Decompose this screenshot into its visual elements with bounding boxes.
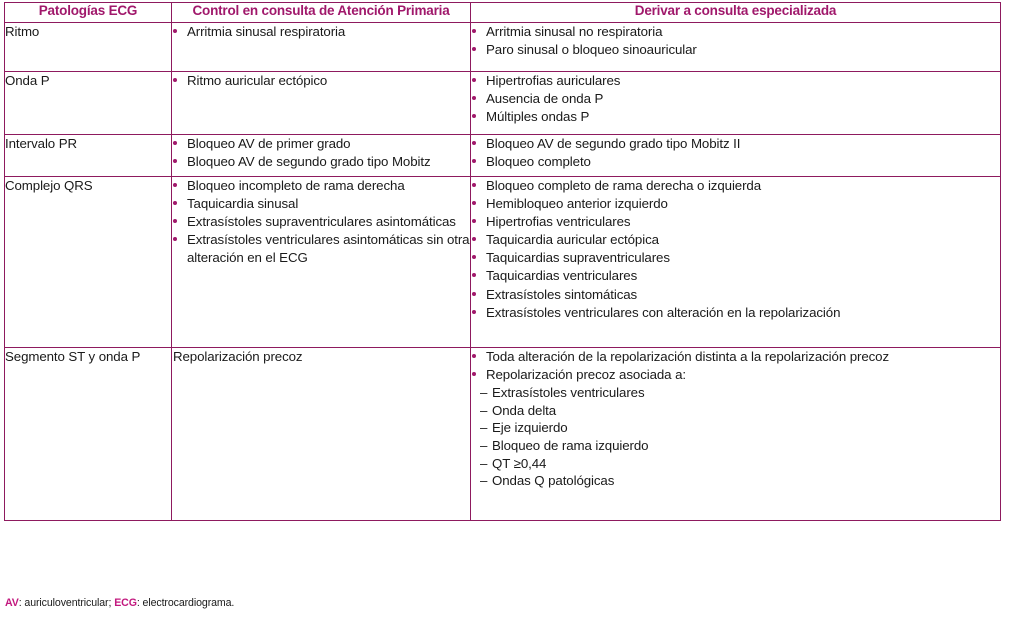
column-header-pathologies-label: Patologías ECG bbox=[38, 3, 138, 18]
list-item-text: Bloqueo AV de primer grado bbox=[187, 136, 351, 151]
specialized-list-segmento-st bbox=[471, 348, 1000, 384]
bullet-icon bbox=[173, 159, 177, 163]
sub-list-item-text: Ondas Q patológicas bbox=[492, 473, 615, 489]
dash-icon: – bbox=[480, 402, 488, 418]
sub-list-item-text: Bloqueo de rama izquierdo bbox=[492, 437, 649, 453]
specialized-cell-segmento-st bbox=[471, 348, 1001, 521]
bullet-icon bbox=[472, 29, 476, 33]
primary-care-cell-segmento-st bbox=[172, 348, 471, 521]
bullet-icon bbox=[472, 114, 476, 118]
bullet-icon bbox=[173, 219, 177, 223]
ecg-pathologies-table bbox=[4, 2, 1001, 521]
column-header-specialized-referral-label: Derivar a consulta especializada bbox=[634, 3, 837, 18]
list-item bbox=[471, 231, 1000, 249]
specialized-sublist-segmento-st bbox=[480, 384, 1000, 490]
list-item-text: Taquicardias supraventriculares bbox=[486, 250, 670, 266]
list-item bbox=[471, 195, 1000, 213]
specialized-sublist-wrapper bbox=[471, 384, 1000, 490]
list-item bbox=[471, 267, 1000, 285]
sub-list-item bbox=[480, 402, 1000, 420]
primary-care-cell-ritmo bbox=[172, 23, 471, 72]
footnote-abbr-av: AV bbox=[5, 597, 19, 609]
primary-care-list-onda-p bbox=[172, 72, 470, 90]
sub-list-item-text: Onda delta bbox=[492, 402, 557, 418]
primary-care-cell-intervalo-pr bbox=[172, 135, 471, 177]
footnote-text-av: : auriculoventricular; bbox=[18, 597, 115, 609]
list-item-text: Ritmo auricular ectópico bbox=[187, 73, 328, 88]
sub-list-item bbox=[480, 419, 1000, 437]
row-label-ritmo: Ritmo bbox=[5, 24, 40, 39]
row-label-onda-p: Onda P bbox=[5, 73, 50, 88]
list-item-text: Toda alteración de la repolarización distinta a la repolarización precoz bbox=[486, 349, 890, 364]
list-item-text: Taquicardia sinusal bbox=[187, 196, 299, 212]
row-label-cell-ritmo bbox=[5, 23, 172, 72]
specialized-cell-intervalo-pr bbox=[471, 135, 1001, 177]
specialized-list-onda-p bbox=[471, 72, 1000, 126]
list-item-text: Paro sinusal o bloqueo sinoauricular bbox=[486, 42, 697, 58]
list-item bbox=[471, 23, 1000, 41]
list-item-text: Arritmia sinusal respiratoria bbox=[187, 24, 346, 39]
sub-list-item bbox=[480, 472, 1000, 490]
primary-care-text-segmento-st: Repolarización precoz bbox=[173, 349, 303, 364]
list-item-text: Hemibloqueo anterior izquierdo bbox=[486, 196, 668, 212]
footnote-abbr-ecg: ECG bbox=[114, 597, 137, 609]
primary-care-list-ritmo bbox=[172, 23, 470, 41]
column-header-primary-care-label: Control en consulta de Atención Primaria bbox=[192, 3, 450, 18]
bullet-icon bbox=[472, 372, 476, 376]
list-item-text: Arritmia sinusal no respiratoria bbox=[486, 24, 663, 39]
list-item bbox=[172, 153, 470, 171]
list-item bbox=[172, 135, 470, 153]
specialized-cell-onda-p bbox=[471, 72, 1001, 135]
bullet-icon bbox=[472, 273, 476, 277]
sub-list-item-text: QT ≥0,44 bbox=[492, 455, 547, 471]
list-item bbox=[172, 213, 470, 231]
column-header-specialized-referral bbox=[471, 3, 1001, 23]
list-item-text: Taquicardias ventriculares bbox=[486, 268, 638, 284]
list-item bbox=[471, 249, 1000, 267]
list-item-text: Extrasístoles supraventriculares asintomáticas bbox=[187, 214, 456, 230]
list-item-text: Ausencia de onda P bbox=[486, 91, 604, 107]
row-label-cell-complejo-qrs bbox=[5, 177, 172, 348]
bullet-icon bbox=[173, 29, 177, 33]
table-header-row bbox=[5, 3, 1001, 23]
bullet-icon bbox=[472, 292, 476, 296]
row-label-cell-intervalo-pr bbox=[5, 135, 172, 177]
bullet-icon bbox=[472, 47, 476, 51]
bullet-icon bbox=[173, 78, 177, 82]
bullet-icon bbox=[472, 237, 476, 241]
list-item bbox=[471, 304, 1000, 322]
specialized-list-intervalo-pr bbox=[471, 135, 1000, 171]
bullet-icon bbox=[472, 201, 476, 205]
list-item bbox=[471, 213, 1000, 231]
dash-icon: – bbox=[480, 385, 488, 401]
list-item bbox=[471, 286, 1000, 304]
row-label-intervalo-pr: Intervalo PR bbox=[5, 136, 77, 151]
list-item-text: Bloqueo incompleto de rama derecha bbox=[187, 178, 405, 193]
dash-icon: – bbox=[480, 437, 488, 453]
specialized-cell-complejo-qrs bbox=[471, 177, 1001, 348]
dash-icon: – bbox=[480, 455, 488, 471]
list-item-text: Extrasístoles sintomáticas bbox=[486, 286, 638, 302]
footnote-text-ecg: : electrocardiograma. bbox=[136, 597, 235, 609]
list-item bbox=[471, 41, 1000, 59]
specialized-cell-ritmo bbox=[471, 23, 1001, 72]
dash-icon: – bbox=[480, 420, 488, 436]
bullet-icon bbox=[173, 183, 177, 187]
bullet-icon bbox=[472, 219, 476, 223]
bullet-icon bbox=[173, 141, 177, 145]
table-row bbox=[5, 177, 1001, 348]
row-label-complejo-qrs: Complejo QRS bbox=[5, 178, 93, 193]
bullet-icon bbox=[472, 183, 476, 187]
sub-list-item-text: Extrasístoles ventriculares bbox=[492, 385, 645, 401]
list-item bbox=[471, 348, 1000, 366]
column-header-primary-care bbox=[172, 3, 471, 23]
list-item-text: Taquicardia auricular ectópica bbox=[486, 232, 659, 248]
primary-care-cell-complejo-qrs bbox=[172, 177, 471, 348]
bullet-icon bbox=[472, 159, 476, 163]
sub-list-item-text: Eje izquierdo bbox=[492, 420, 568, 436]
list-item-text: Bloqueo completo de rama derecha o izquierda bbox=[486, 178, 762, 193]
list-item-text: Bloqueo completo bbox=[486, 154, 591, 170]
list-item-text: Hipertrofias auriculares bbox=[486, 73, 621, 88]
primary-care-cell-onda-p bbox=[172, 72, 471, 135]
list-item bbox=[471, 135, 1000, 153]
specialized-list-complejo-qrs bbox=[471, 177, 1000, 321]
bullet-icon bbox=[173, 201, 177, 205]
list-item-text: Repolarización precoz asociada a: bbox=[486, 367, 686, 383]
list-item bbox=[471, 108, 1000, 126]
list-item bbox=[172, 177, 470, 195]
table-row bbox=[5, 23, 1001, 72]
primary-care-list-complejo-qrs bbox=[172, 177, 470, 266]
list-item bbox=[471, 153, 1000, 171]
list-item bbox=[172, 195, 470, 213]
row-label-cell-segmento-st bbox=[5, 348, 172, 521]
list-item bbox=[471, 90, 1000, 108]
list-item bbox=[471, 177, 1000, 195]
column-header-pathologies bbox=[5, 3, 172, 23]
list-item bbox=[172, 72, 470, 90]
sub-list-item bbox=[480, 437, 1000, 455]
row-label-cell-onda-p bbox=[5, 72, 172, 135]
bullet-icon bbox=[472, 78, 476, 82]
list-item-text: Múltiples ondas P bbox=[486, 109, 590, 125]
table-row bbox=[5, 348, 1001, 521]
table-row bbox=[5, 72, 1001, 135]
table-footnote bbox=[5, 597, 234, 610]
list-item-text: Bloqueo AV de segundo grado tipo Mobitz bbox=[187, 154, 431, 170]
list-item bbox=[172, 231, 470, 266]
bullet-icon bbox=[472, 310, 476, 314]
list-item-text: Hipertrofias ventriculares bbox=[486, 214, 631, 230]
bullet-icon bbox=[173, 237, 177, 241]
bullet-icon bbox=[472, 96, 476, 100]
list-item bbox=[471, 366, 1000, 384]
bullet-icon bbox=[472, 354, 476, 358]
list-item-text: Extrasístoles ventriculares con alteración en la repolarización bbox=[486, 304, 841, 320]
row-label-segmento-st: Segmento ST y onda P bbox=[5, 349, 141, 364]
dash-icon: – bbox=[480, 473, 488, 489]
sub-list-item bbox=[480, 455, 1000, 473]
list-item bbox=[471, 72, 1000, 90]
specialized-list-ritmo bbox=[471, 23, 1000, 59]
list-item-text: Extrasístoles ventriculares asintomáticas sin otra alteración en el ECG bbox=[187, 232, 470, 265]
list-item bbox=[172, 23, 470, 41]
table-row bbox=[5, 135, 1001, 177]
primary-care-list-intervalo-pr bbox=[172, 135, 470, 171]
list-item-text: Bloqueo AV de segundo grado tipo Mobitz II bbox=[486, 136, 741, 151]
sub-list-item bbox=[480, 384, 1000, 402]
bullet-icon bbox=[472, 141, 476, 145]
bullet-icon bbox=[472, 255, 476, 259]
